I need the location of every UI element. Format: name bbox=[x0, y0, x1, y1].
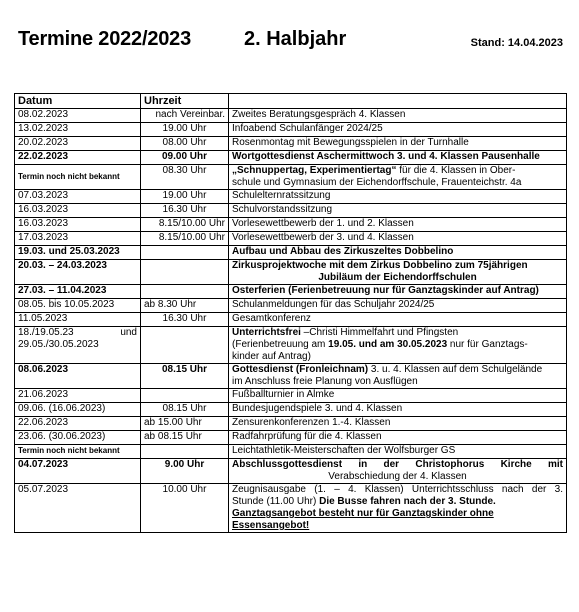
row-event: Vorlesewettbewerb der 3. und 4. Klassen bbox=[229, 232, 567, 246]
row-time: ab 8.30 Uhr bbox=[141, 299, 229, 313]
row-event: Vorlesewettbewerb der 1. und 2. Klassen bbox=[229, 218, 567, 232]
table-row bbox=[15, 299, 567, 313]
row-date: 22.06.2023 bbox=[15, 417, 141, 431]
row-date: 20.03. – 24.03.2023 bbox=[15, 260, 141, 285]
row-time: 19.00 Uhr bbox=[141, 190, 229, 204]
stand-date: Stand: 14.04.2023 bbox=[470, 37, 563, 49]
row-event: Radfahrprüfung für die 4. Klassen bbox=[229, 431, 567, 445]
table-row bbox=[15, 218, 567, 232]
table-row bbox=[15, 431, 567, 445]
row-time bbox=[141, 246, 229, 260]
date-line1b: und bbox=[120, 327, 137, 338]
event-highlight: Abschlussgottesdienst in der Christophorus Kirche mit bbox=[232, 459, 563, 470]
event-text: Zirkusprojektwoche mit dem Zirkus Dobbelino zum 75jährigen bbox=[232, 260, 528, 271]
table-row bbox=[15, 246, 567, 260]
row-event bbox=[229, 364, 567, 389]
table-header-row bbox=[15, 94, 567, 109]
table-row bbox=[15, 484, 567, 533]
row-time: 09.00 Uhr bbox=[141, 151, 229, 165]
row-event: Rosenmontag mit Bewegungsspielen in der Turnhalle bbox=[229, 137, 567, 151]
row-event: Wortgottesdienst Aschermittwoch 3. und 4. Klassen Pausenhalle bbox=[229, 151, 567, 165]
table-row bbox=[15, 327, 567, 364]
table-row bbox=[15, 260, 567, 285]
row-event: Zensurenkonferenzen 1.-4. Klassen bbox=[229, 417, 567, 431]
row-event bbox=[229, 459, 567, 484]
table-row bbox=[15, 190, 567, 204]
row-time: 19.00 Uhr bbox=[141, 123, 229, 137]
column-header-date: Datum bbox=[15, 94, 141, 109]
table-row bbox=[15, 204, 567, 218]
row-event: Fußballturnier in Almke bbox=[229, 389, 567, 403]
row-time bbox=[141, 285, 229, 299]
event-text-line2: im Anschluss freie Planung von Ausflügen bbox=[232, 376, 418, 387]
table-row bbox=[15, 459, 567, 484]
row-date: 21.06.2023 bbox=[15, 389, 141, 403]
table-row bbox=[15, 417, 567, 431]
row-date: 23.06. (30.06.2023) bbox=[15, 431, 141, 445]
page-header bbox=[18, 28, 563, 62]
row-time: 16.30 Uhr bbox=[141, 204, 229, 218]
column-header-time: Uhrzeit bbox=[141, 94, 229, 109]
event-text-line2c: nur für Ganztags- bbox=[447, 339, 528, 350]
event-text: –Christi Himmelfahrt und Pfingsten bbox=[300, 327, 459, 338]
row-time: 9.00 Uhr bbox=[141, 459, 229, 484]
row-time: ab 15.00 Uhr bbox=[141, 417, 229, 431]
date-line1a: 18./19.05.23 bbox=[18, 327, 74, 338]
row-event: Leichtathletik-Meisterschaften der Wolfsburger GS bbox=[229, 445, 567, 459]
row-time: 16.30 Uhr bbox=[141, 313, 229, 327]
row-date: 13.02.2023 bbox=[15, 123, 141, 137]
row-date: 08.02.2023 bbox=[15, 109, 141, 123]
row-time bbox=[141, 389, 229, 403]
table-row bbox=[15, 151, 567, 165]
row-event: Osterferien (Ferienbetreuung nur für Ganztagskinder auf Antrag) bbox=[229, 285, 567, 299]
row-time: 08.15 Uhr bbox=[141, 403, 229, 417]
row-date: 27.03. – 11.04.2023 bbox=[15, 285, 141, 299]
event-text-line4: Essensangebot! bbox=[232, 520, 310, 531]
table-row bbox=[15, 109, 567, 123]
row-event bbox=[229, 327, 567, 364]
event-highlight: Unterrichtsfrei bbox=[232, 327, 301, 338]
event-text-line2b: 19.05. und am 30.05.2023 bbox=[328, 339, 448, 350]
table-row bbox=[15, 364, 567, 389]
event-text-line3: kinder auf Antrag) bbox=[232, 351, 311, 362]
row-time bbox=[141, 260, 229, 285]
event-text-line3: Ganztagsangebot besteht nur für Ganztagskinder ohne bbox=[232, 508, 494, 519]
event-text-line2: Jubiläum der Eichendorffschulen bbox=[318, 272, 477, 283]
row-event: Schulvorstandssitzung bbox=[229, 204, 567, 218]
row-time bbox=[141, 445, 229, 459]
row-time: 08.30 Uhr bbox=[141, 165, 229, 190]
column-header-event bbox=[229, 94, 567, 109]
semester-label: 2. Halbjahr bbox=[244, 28, 347, 50]
row-time: 08.15 Uhr bbox=[141, 364, 229, 389]
table-row bbox=[15, 313, 567, 327]
row-time: ab 08.15 Uhr bbox=[141, 431, 229, 445]
event-text-line2a: (Ferienbetreuung am bbox=[232, 339, 329, 350]
row-event: Gesamtkonferenz bbox=[229, 313, 567, 327]
row-event: Zweites Beratungsgespräch 4. Klassen bbox=[229, 109, 567, 123]
row-event bbox=[229, 484, 567, 533]
row-date: 08.05. bis 10.05.2023 bbox=[15, 299, 141, 313]
event-text-line2: schule und Gymnasium der Eichendorffschule, Frauenteichstr. 4a bbox=[232, 177, 522, 188]
row-date: 11.05.2023 bbox=[15, 313, 141, 327]
row-date: 07.03.2023 bbox=[15, 190, 141, 204]
row-event: Aufbau und Abbau des Zirkuszeltes Dobbelino bbox=[229, 246, 567, 260]
table-row bbox=[15, 285, 567, 299]
row-date: 08.06.2023 bbox=[15, 364, 141, 389]
row-time: 08.00 Uhr bbox=[141, 137, 229, 151]
table-row bbox=[15, 389, 567, 403]
table-row bbox=[15, 232, 567, 246]
row-event: Bundesjugendspiele 3. und 4. Klassen bbox=[229, 403, 567, 417]
event-text-line2: Verabschiedung der 4. Klassen bbox=[328, 471, 467, 482]
event-highlight: „Schnuppertag, Experimentiertag“ bbox=[232, 165, 397, 176]
row-date: 04.07.2023 bbox=[15, 459, 141, 484]
row-date: Termin noch nicht bekannt bbox=[15, 165, 141, 190]
row-date: 17.03.2023 bbox=[15, 232, 141, 246]
row-time: nach Vereinbar. bbox=[141, 109, 229, 123]
row-date: 22.02.2023 bbox=[15, 151, 141, 165]
row-date: Termin noch nicht bekannt bbox=[15, 445, 141, 459]
row-time bbox=[141, 327, 229, 364]
event-text-line2a: Stunde (11.00 Uhr) bbox=[232, 496, 320, 507]
row-date: 09.06. (16.06.2023) bbox=[15, 403, 141, 417]
event-text: 3. u. 4. Klassen auf dem Schulgelände bbox=[368, 364, 543, 375]
row-date: 16.03.2023 bbox=[15, 204, 141, 218]
table-row bbox=[15, 445, 567, 459]
row-event bbox=[229, 165, 567, 190]
row-time: 8.15/10.00 Uhr bbox=[141, 232, 229, 246]
row-event bbox=[229, 260, 567, 285]
row-date: 16.03.2023 bbox=[15, 218, 141, 232]
row-event: Schulanmeldungen für das Schuljahr 2024/25 bbox=[229, 299, 567, 313]
table-row bbox=[15, 165, 567, 190]
schedule-table bbox=[14, 93, 567, 533]
event-text: Zeugnisausgabe (1. – 4. Klassen) Unterrichtsschluss nach der 3. bbox=[232, 484, 563, 495]
table-row bbox=[15, 403, 567, 417]
row-event: Infoabend Schulanfänger 2024/25 bbox=[229, 123, 567, 137]
row-date bbox=[15, 327, 141, 364]
row-time: 8.15/10.00 Uhr bbox=[141, 218, 229, 232]
row-time: 10.00 Uhr bbox=[141, 484, 229, 533]
row-date: 05.07.2023 bbox=[15, 484, 141, 533]
event-highlight: Gottesdienst (Fronleichnam) bbox=[232, 364, 369, 375]
event-text: für die 4. Klassen in Ober- bbox=[396, 165, 516, 176]
table-row bbox=[15, 137, 567, 151]
row-event: Schulelternratssitzung bbox=[229, 190, 567, 204]
row-date: 20.02.2023 bbox=[15, 137, 141, 151]
row-date: 19.03. und 25.03.2023 bbox=[15, 246, 141, 260]
table-row bbox=[15, 123, 567, 137]
page-title: Termine 2022/2023 bbox=[18, 28, 192, 50]
date-line2: 29.05./30.05.2023 bbox=[18, 339, 99, 350]
event-text-line2b: Die Busse fahren nach der 3. Stunde. bbox=[319, 496, 496, 507]
